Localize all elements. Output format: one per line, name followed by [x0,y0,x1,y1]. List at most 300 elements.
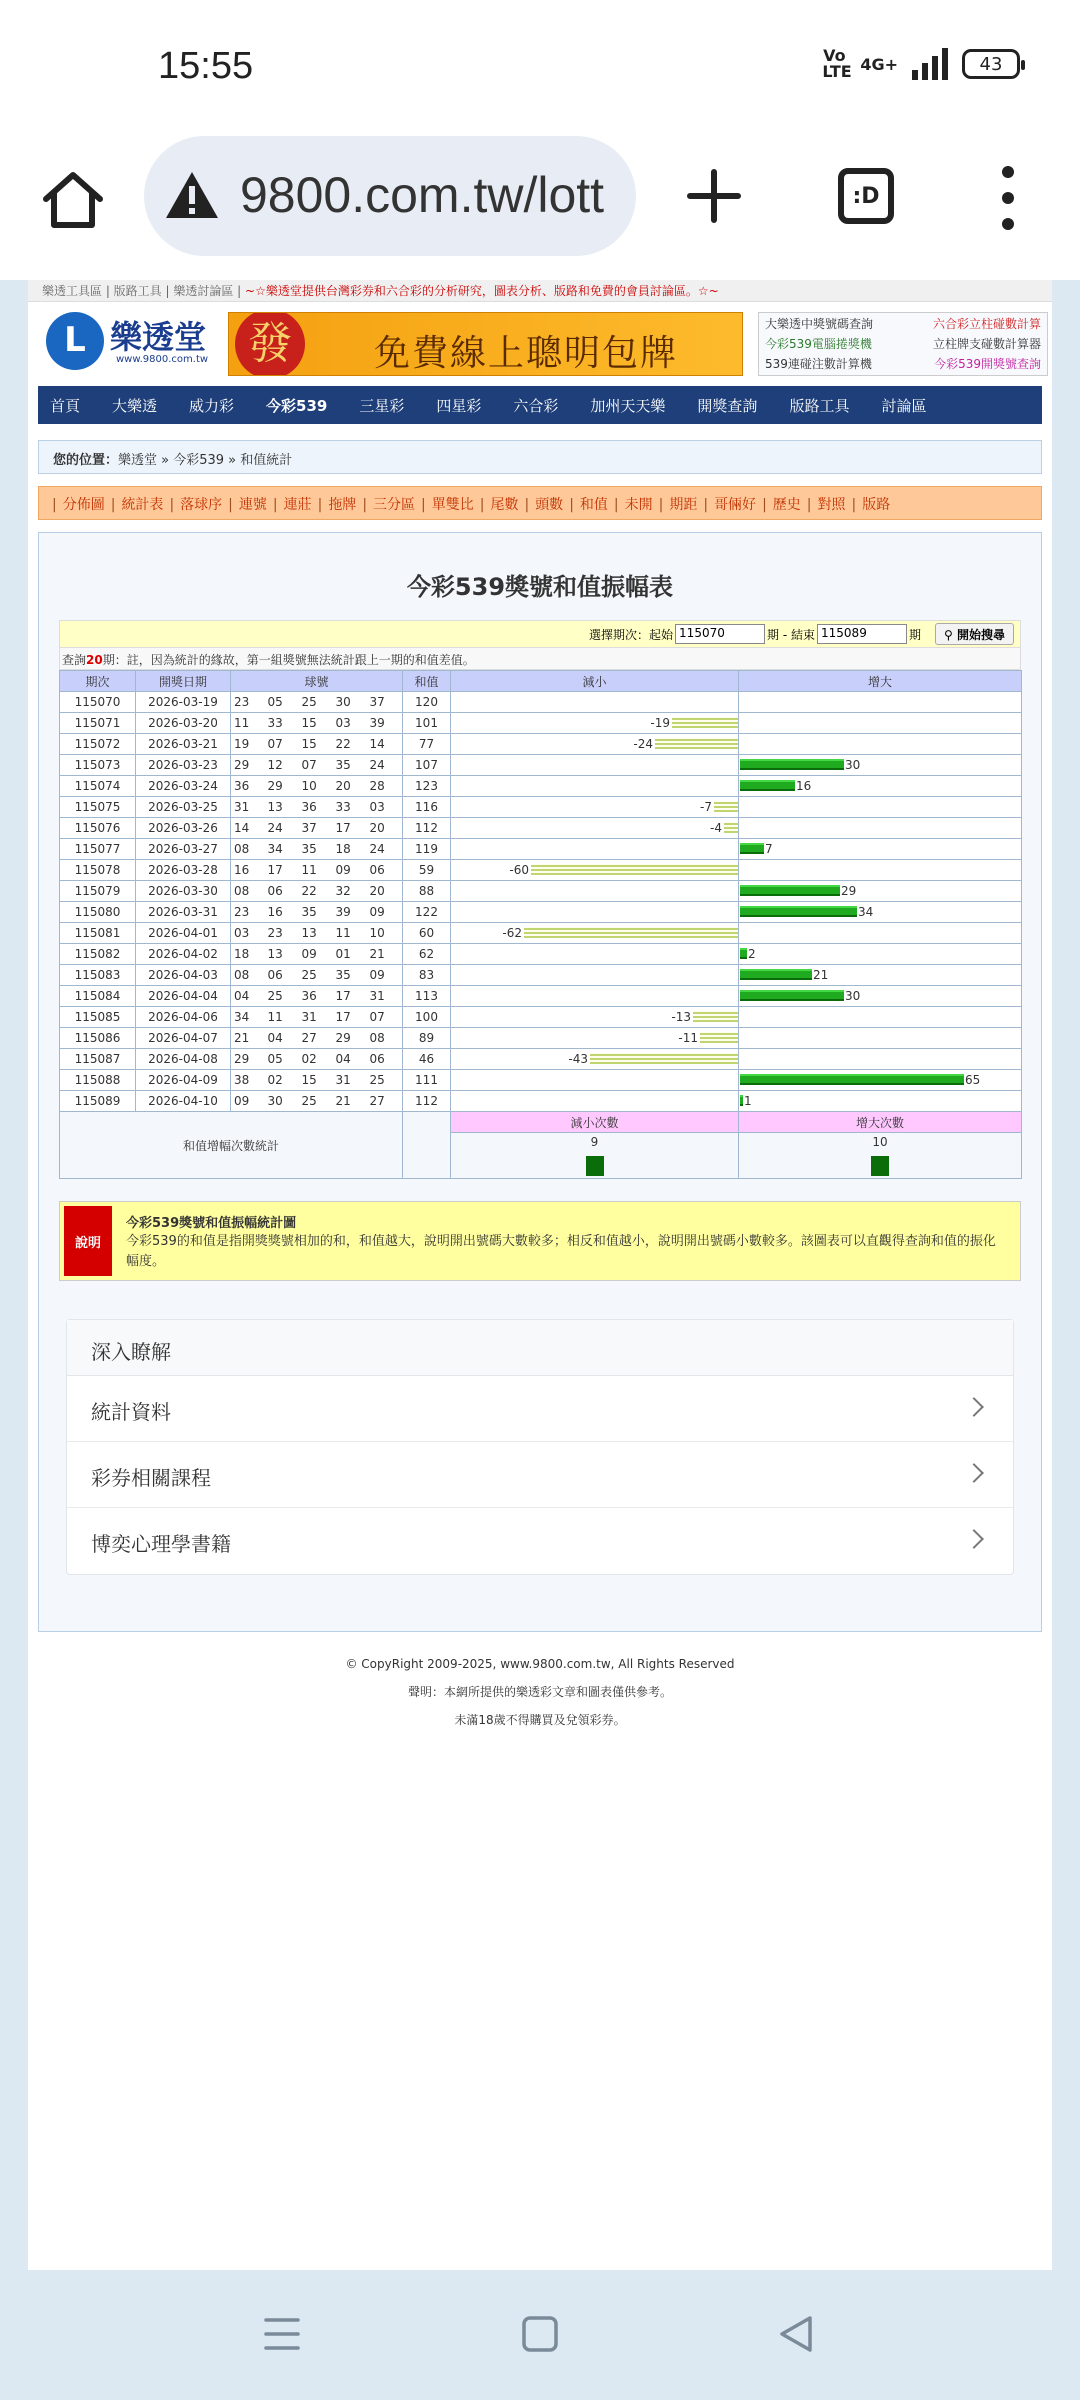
ball-number: 39 [367,713,403,734]
recents-menu-icon[interactable] [262,2314,302,2354]
table-row [60,776,1022,797]
ball-number: 17 [333,818,367,839]
table-row [60,734,1022,755]
ball-number: 25 [299,1091,333,1112]
battery-level: 43 [979,53,1003,75]
decrease-value: -62 [502,926,522,940]
sum-cell: 89 [403,1028,451,1049]
subnav-item[interactable]: 尾數 [490,497,519,513]
period-cell: 115076 [60,818,136,839]
ball-number: 29 [231,755,265,776]
ball-number: 08 [231,965,265,986]
col-sum: 和值 [403,671,451,692]
ball-number: 29 [333,1028,367,1049]
increase-cell [739,1070,1022,1091]
search-button[interactable]: ⚲ 開始搜尋 [935,623,1014,645]
decrease-cell [451,818,739,839]
period-cell: 115089 [60,1091,136,1112]
quick-link[interactable]: 大樂透中獎號碼查詢 [765,317,874,331]
ball-number: 05 [265,692,299,713]
table-row [60,1049,1022,1070]
nav-item-daily[interactable]: 加州天天樂 [590,396,666,415]
ball-number: 37 [367,692,403,713]
ad-banner[interactable] [228,312,743,376]
quick-link[interactable]: 六合彩立柱碰數計算 [932,317,1041,331]
ball-number: 34 [265,839,299,860]
ball-number: 33 [333,797,367,818]
main-nav [38,386,1042,424]
table-row [60,923,1022,944]
decrease-cell [451,1028,739,1049]
sum-cell: 122 [403,902,451,923]
increase-cell [739,1049,1022,1070]
sum-cell: 123 [403,776,451,797]
table-row [60,839,1022,860]
subnav-separator: | [479,497,485,513]
dec-count-cell [451,1133,739,1179]
ball-number: 03 [367,797,403,818]
ball-number: 10 [299,776,333,797]
stat-label: 和值增幅次數統計 [60,1112,403,1179]
ball-number: 11 [265,1007,299,1028]
web-page [28,280,1052,2270]
increase-bar [740,990,844,1001]
browser-toolbar [0,130,1080,280]
subnav-item[interactable]: 落球序 [180,497,223,513]
decrease-cell [451,881,739,902]
ball-number: 21 [367,944,403,965]
ball-number: 29 [231,1049,265,1070]
period-search [59,620,1021,648]
date-cell: 2026-03-31 [136,902,231,923]
increase-cell [739,1091,1022,1112]
increase-cell [739,965,1022,986]
increase-cell [739,881,1022,902]
period-cell: 115086 [60,1028,136,1049]
quick-link[interactable]: 今彩539開獎號查詢 [934,357,1041,371]
table-row [60,860,1022,881]
subnav-separator: | [613,497,619,513]
ball-number: 35 [299,902,333,923]
dec-count-bar [586,1156,604,1176]
date-cell: 2026-03-23 [136,755,231,776]
explanation-box [59,1201,1021,1281]
increase-bar [740,759,844,770]
sum-cell: 101 [403,713,451,734]
main-content [38,532,1042,1632]
site-footer [28,1650,1052,1734]
ball-number: 17 [265,860,299,881]
ball-number: 23 [265,923,299,944]
home-icon[interactable] [38,165,108,235]
period-cell: 115077 [60,839,136,860]
inc-count-bar [871,1156,889,1176]
header-quick-links [758,312,1048,376]
subnav-item[interactable]: 三分區 [373,497,416,513]
learn-more-label: 彩券相關課程 [91,1466,211,1490]
decrease-bar [655,738,738,749]
subnav-separator: | [703,497,709,513]
decrease-value: -19 [650,716,670,730]
battery-icon [962,49,1020,79]
inc-count-cell [739,1133,1022,1179]
table-row [60,1070,1022,1091]
decrease-bar [524,927,738,938]
ball-number: 03 [333,713,367,734]
subnav-item[interactable]: 哥倆好 [714,497,757,513]
new-tab-icon[interactable] [684,166,744,226]
period-cell: 115074 [60,776,136,797]
nav-item-539[interactable]: 今彩539 [266,396,328,415]
subnav-item[interactable]: 和值 [579,497,608,513]
table-row [60,944,1022,965]
subnav-separator: | [52,497,57,513]
period-cell: 115084 [60,986,136,1007]
note-prefix: 查詢 [62,653,87,667]
subnav-item[interactable]: 拖牌 [328,497,357,513]
ball-number: 13 [265,944,299,965]
ball-number: 19 [231,734,265,755]
learn-more-label: 統計資料 [91,1400,171,1424]
increase-value: 21 [813,968,829,982]
logo-url: www.9800.com.tw [116,354,209,365]
chevron-right-icon [964,1463,984,1483]
banner-glyph: 發 [235,312,305,376]
table-row [60,713,1022,734]
date-cell: 2026-04-04 [136,986,231,1007]
quick-link[interactable]: 539連碰注數計算機 [765,357,872,371]
subnav-separator: | [317,497,323,513]
table-row [60,965,1022,986]
period-cell: 115087 [60,1049,136,1070]
period-cell: 115070 [60,692,136,713]
sum-cell: 100 [403,1007,451,1028]
date-cell: 2026-04-10 [136,1091,231,1112]
table-row [60,755,1022,776]
ball-number: 09 [367,965,403,986]
home-square-icon[interactable] [520,2314,560,2354]
subnav-item[interactable]: 連號 [238,497,267,513]
ball-number: 14 [231,818,265,839]
subnav-item[interactable]: 單雙比 [431,497,474,513]
col-increase: 增大 [739,671,1022,692]
nav-item-results[interactable]: 開獎查詢 [697,396,758,415]
subnav-item[interactable]: 未開 [624,497,653,513]
date-cell: 2026-03-19 [136,692,231,713]
sum-cell: 62 [403,944,451,965]
address-bar[interactable] [144,136,636,256]
decrease-cell [451,755,739,776]
sum-cell: 107 [403,755,451,776]
subnav-item[interactable]: 期距 [669,497,698,513]
ball-number: 11 [231,713,265,734]
table-row [60,902,1022,923]
search-label: 選擇期次：起始 [589,627,674,642]
subnav-separator: | [272,497,278,513]
table-row [60,881,1022,902]
ball-number: 07 [265,734,299,755]
ball-number: 16 [231,860,265,881]
back-triangle-icon[interactable] [776,2314,816,2354]
nav-item-forum[interactable]: 討論區 [881,396,927,415]
ball-number: 31 [367,986,403,1007]
nav-item-home[interactable]: 首頁 [50,396,81,415]
date-cell: 2026-04-06 [136,1007,231,1028]
subnav-separator: | [362,497,368,513]
logo-name: 樂透堂 [110,319,207,355]
ball-number: 08 [231,881,265,902]
ball-number: 34 [231,1007,265,1028]
explain-tag: 說明 [64,1206,112,1276]
ball-number: 24 [367,755,403,776]
subnav-item[interactable]: 統計表 [121,497,164,513]
quick-link[interactable]: 今彩539電腦捲獎機 [765,337,872,351]
decrease-value: -43 [568,1052,588,1066]
note-suffix: 期：註，因為統計的緣故，第一組獎號無法統計跟上一期的和值差值。 [102,653,475,667]
increase-value: 2 [748,947,756,961]
ball-number: 04 [231,986,265,1007]
increase-bar [740,906,857,917]
subnav-separator: | [806,497,812,513]
increase-value: 34 [858,905,874,919]
end-period-input[interactable]: 115089 [817,624,907,644]
ball-number: 38 [231,1070,265,1091]
decrease-bar [714,801,738,812]
sum-cell: 113 [403,986,451,1007]
table-row [60,986,1022,1007]
ball-number: 20 [367,818,403,839]
increase-cell [739,818,1022,839]
decrease-value: -11 [678,1031,698,1045]
decrease-cell [451,734,739,755]
decrease-cell [451,986,739,1007]
decrease-cell [451,692,739,713]
ball-number: 07 [299,755,333,776]
date-cell: 2026-04-07 [136,1028,231,1049]
subnav-item[interactable]: 版路 [862,497,891,513]
date-cell: 2026-03-21 [136,734,231,755]
network-type: 4G+ [860,54,898,74]
subnav-item[interactable]: 連莊 [283,497,312,513]
increase-bar [740,780,795,791]
date-cell: 2026-03-20 [136,713,231,734]
period-cell: 115071 [60,713,136,734]
ball-number: 25 [265,986,299,1007]
increase-bar [740,1074,964,1085]
ball-number: 09 [231,1091,265,1112]
learn-more-title: 深入瞭解 [67,1320,1013,1376]
ball-number: 24 [265,818,299,839]
ball-number: 27 [299,1028,333,1049]
decrease-value: -60 [509,863,529,877]
tab-switcher-button[interactable]: :D [838,168,894,224]
sum-cell: 116 [403,797,451,818]
ball-number: 09 [299,944,333,965]
date-cell: 2026-03-28 [136,860,231,881]
decrease-bar [700,1032,738,1043]
ball-number: 28 [367,776,403,797]
nav-item-power[interactable]: 威力彩 [189,396,235,415]
ball-number: 20 [333,776,367,797]
ball-number: 09 [367,902,403,923]
date-cell: 2026-03-25 [136,797,231,818]
sum-cell: 119 [403,839,451,860]
breadcrumb-path[interactable]: 樂透堂 » 今彩539 » 和值統計 [118,453,293,468]
chevron-right-icon [964,1397,984,1417]
ball-number: 15 [299,1070,333,1091]
ball-number: 25 [299,965,333,986]
footer-copyright: © CopyRight 2009-2025, www.9800.com.tw, All Rights Reserved [345,1657,735,1671]
top-tool-links[interactable]: 樂透工具區 | 版路工具 | 樂透討論區 | [42,284,242,298]
learn-more-item-courses[interactable] [67,1442,1013,1508]
ball-number: 21 [231,1028,265,1049]
increase-cell [739,944,1022,965]
ball-number: 37 [299,818,333,839]
ball-number: 30 [265,1091,299,1112]
ball-number: 02 [265,1070,299,1091]
inc-count: 10 [872,1135,888,1149]
increase-cell [739,797,1022,818]
ball-number: 07 [367,1007,403,1028]
url-text[interactable]: 9800.com.tw/lott [240,167,605,223]
ball-number: 24 [367,839,403,860]
increase-value: 65 [965,1073,981,1087]
period-cell: 115085 [60,1007,136,1028]
ball-number: 16 [265,902,299,923]
increase-bar [740,969,812,980]
period-cell: 115075 [60,797,136,818]
status-bar [0,0,1080,130]
ball-number: 04 [333,1049,367,1070]
ball-number: 18 [333,839,367,860]
ball-number: 23 [231,902,265,923]
ball-number: 27 [367,1091,403,1112]
decrease-cell [451,776,739,797]
ball-number: 06 [265,881,299,902]
subnav-item[interactable]: 對照 [817,497,846,513]
learn-more-item-stats[interactable] [67,1376,1013,1442]
more-menu-icon[interactable] [990,166,1026,230]
learn-more-item-books[interactable] [67,1508,1013,1574]
site-logo[interactable] [46,310,214,370]
breadcrumb [38,440,1042,474]
nav-item-lotto[interactable]: 大樂透 [112,396,158,415]
ball-number: 22 [299,881,333,902]
subnav-separator: | [110,497,116,513]
increase-cell [739,692,1022,713]
sum-cell: 112 [403,818,451,839]
ball-number: 06 [265,965,299,986]
increase-value: 7 [765,842,773,856]
subnav-separator: | [851,497,857,513]
increase-cell [739,1028,1022,1049]
date-cell: 2026-04-08 [136,1049,231,1070]
quick-link[interactable]: 立柱牌支碰數計算器 [932,337,1041,351]
sum-cell: 60 [403,923,451,944]
table-row [60,797,1022,818]
ball-number: 36 [231,776,265,797]
footer-age-notice: 未滿18歲不得購買及兌領彩券。 [454,1713,626,1727]
ball-number: 13 [265,797,299,818]
increase-cell [739,755,1022,776]
increase-cell [739,839,1022,860]
date-cell: 2026-03-24 [136,776,231,797]
decrease-cell [451,944,739,965]
col-date: 開獎日期 [136,671,231,692]
ball-number: 25 [299,692,333,713]
decrease-bar [672,717,738,728]
warning-icon[interactable] [164,170,220,220]
decrease-cell [451,923,739,944]
ball-number: 02 [299,1049,333,1070]
date-cell: 2026-03-26 [136,818,231,839]
ball-number: 01 [333,944,367,965]
sum-cell: 88 [403,881,451,902]
learn-more-panel [66,1319,1014,1575]
subnav-item[interactable]: 頭數 [535,497,564,513]
decrease-bar [531,864,738,875]
ball-number: 31 [299,1007,333,1028]
ball-number: 22 [333,734,367,755]
period-cell: 115088 [60,1070,136,1091]
ball-number: 32 [333,881,367,902]
ball-number: 20 [367,881,403,902]
subnav-item[interactable]: 歷史 [772,497,801,513]
ball-number: 29 [265,776,299,797]
ball-number: 11 [333,923,367,944]
ball-number: 04 [265,1028,299,1049]
nav-item-mark6[interactable]: 六合彩 [513,396,559,415]
col-decrease: 減小 [451,671,739,692]
decrease-cell [451,902,739,923]
period-cell: 115072 [60,734,136,755]
system-nav-bar [0,2270,1080,2400]
ball-number: 14 [367,734,403,755]
ball-number: 18 [231,944,265,965]
increase-bar [740,843,764,854]
ball-number: 35 [299,839,333,860]
ball-number: 21 [333,1091,367,1112]
ball-number: 03 [231,923,265,944]
ball-number: 25 [367,1070,403,1091]
learn-more-label: 博奕心理學書籍 [91,1532,231,1556]
explain-title: 今彩539獎號和值振幅統計圖 [126,1216,297,1231]
ball-number: 09 [333,860,367,881]
query-note [59,648,1021,670]
logo-mark-icon: L [46,312,104,370]
top-slogan: ~☆樂透堂提供台灣彩券和六合彩的分析研究，圖表分析、版路和免費的會員討論區。☆~ [245,284,719,298]
start-period-input[interactable]: 115070 [675,624,765,644]
status-time: 15:55 [158,45,254,87]
increase-bar [740,885,840,896]
table-row [60,692,1022,713]
increase-value: 16 [796,779,812,793]
col-period: 期次 [60,671,136,692]
table-row [60,1007,1022,1028]
stat-spacer [403,1112,451,1179]
subnav-item[interactable]: 分佈圖 [62,497,105,513]
decrease-cell [451,1007,739,1028]
period-cell: 115073 [60,755,136,776]
increase-bar [740,948,747,959]
nav-item-4star[interactable]: 四星彩 [436,396,482,415]
decrease-cell [451,797,739,818]
sum-amplitude-table [59,670,1022,1179]
nav-item-tools[interactable]: 版路工具 [789,396,850,415]
nav-item-3star[interactable]: 三星彩 [359,396,405,415]
subnav-separator: | [524,497,530,513]
increase-value: 1 [744,1094,752,1108]
